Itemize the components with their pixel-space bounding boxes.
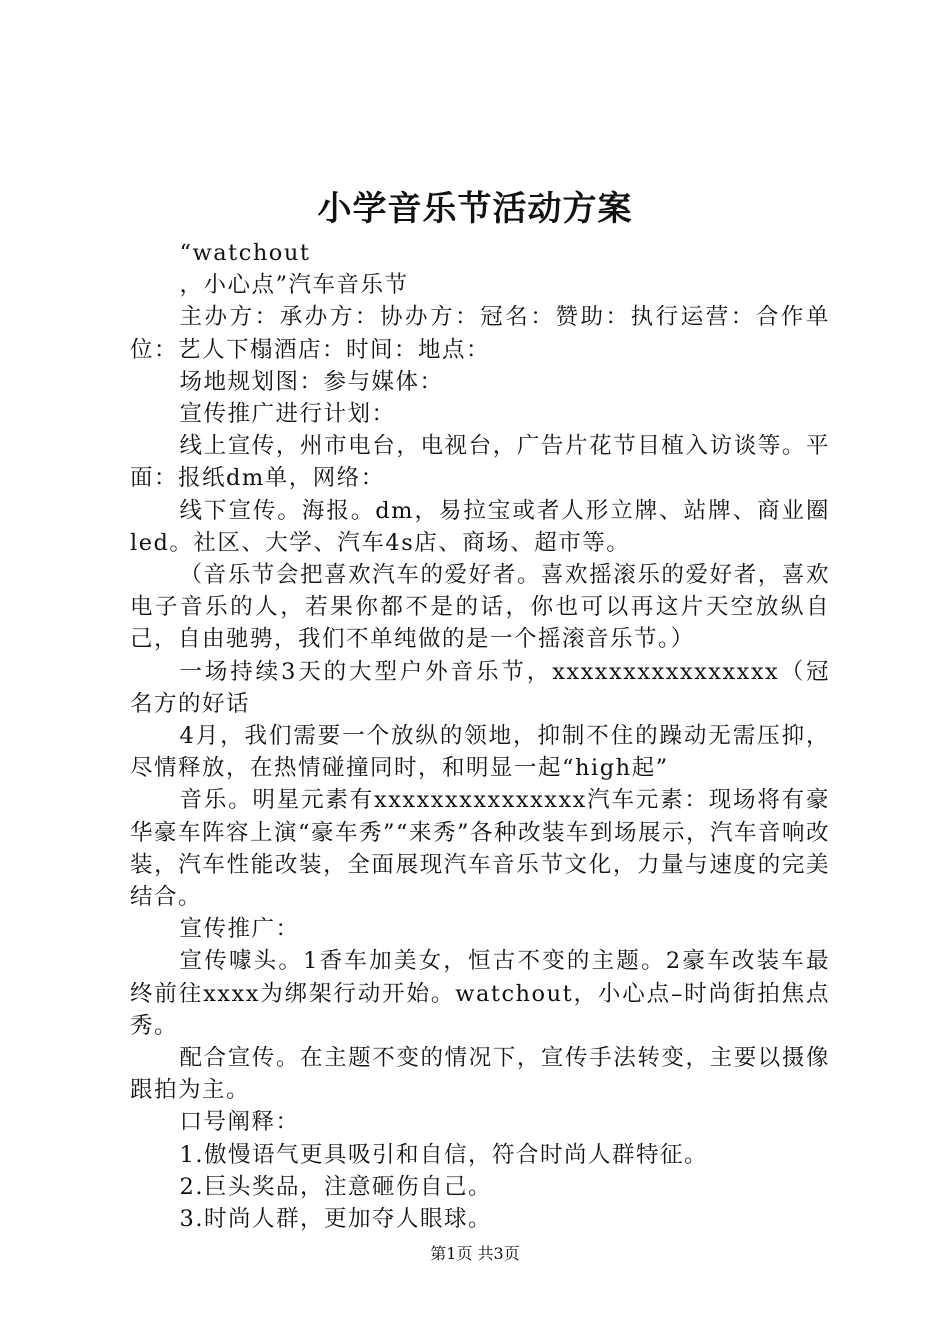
paragraph: “watchout xyxy=(179,240,311,266)
paragraph: 一场持续3天的大型户外音乐节，xxxxxxxxxxxxxxxx（冠名方的好话 xyxy=(130,658,830,717)
paragraph: 音乐。明星元素有xxxxxxxxxxxxxxx汽车元素：现场将有豪华豪车阵容上演“豪车秀”“来秀”各种改装车到场展示，汽车音响改装，汽车性能改装，全面展现汽车音乐节文化，力量与速度的完美结合。 xyxy=(130,787,831,911)
paragraph: 场地规划图：参与媒体： xyxy=(179,368,444,395)
paragraph: 1.傲慢语气更具吸引和自信，符合时尚人群特征。 xyxy=(179,1141,708,1168)
paragraph: 4月，我们需要一个放纵的领地，抑制不住的躁动无需压抑，尽情释放，在热情碰撞同时，和明显一起“high起” xyxy=(130,723,830,782)
paragraph: 3.时尚人群，更加夺人眼球。 xyxy=(179,1206,492,1233)
paragraph: 主办方：承办方：协办方：冠名：赞助：执行运营：合作单位：艺人下榻酒店：时间：地点： xyxy=(130,304,830,363)
document-body xyxy=(130,237,830,1235)
paragraph: ，小心点”汽车音乐节 xyxy=(179,272,409,299)
paragraph: 口号阐释： xyxy=(179,1109,300,1136)
paragraph: 线下宣传。海报。dm，易拉宝或者人形立牌、站牌、商业圈led。社区、大学、汽车4s店、商场、超市等。 xyxy=(130,497,830,556)
paragraph: 宣传推广： xyxy=(179,916,300,943)
paragraph: 宣传噱头。1香车加美女，恒古不变的主题。2豪车改装车最终前往xxxx为绑架行动开始。watchout，小心点–时尚街拍焦点秀。 xyxy=(130,948,830,1039)
paragraph: 配合宣传。在主题不变的情况下，宣传手法转变，主要以摄像跟拍为主。 xyxy=(130,1045,830,1104)
paragraph: （音乐节会把喜欢汽车的爱好者。喜欢摇滚乐的爱好者，喜欢电子音乐的人，若果你都不是的话，你也可以再这片天空放纵自己，自由驰骋，我们不单纯做的是一个摇滚音乐节。） xyxy=(130,562,830,653)
document-title: 小学音乐节活动方案 xyxy=(317,189,633,229)
paragraph: 2.巨头奖品，注意砸伤自己。 xyxy=(179,1173,492,1200)
paragraph: 线上宣传，州市电台，电视台，广告片花节目植入访谈等。平面：报纸dm单，网络： xyxy=(130,433,830,492)
page-footer: 第1页 共3页 xyxy=(430,1244,520,1263)
paragraph: 宣传推广进行计划： xyxy=(179,401,396,428)
